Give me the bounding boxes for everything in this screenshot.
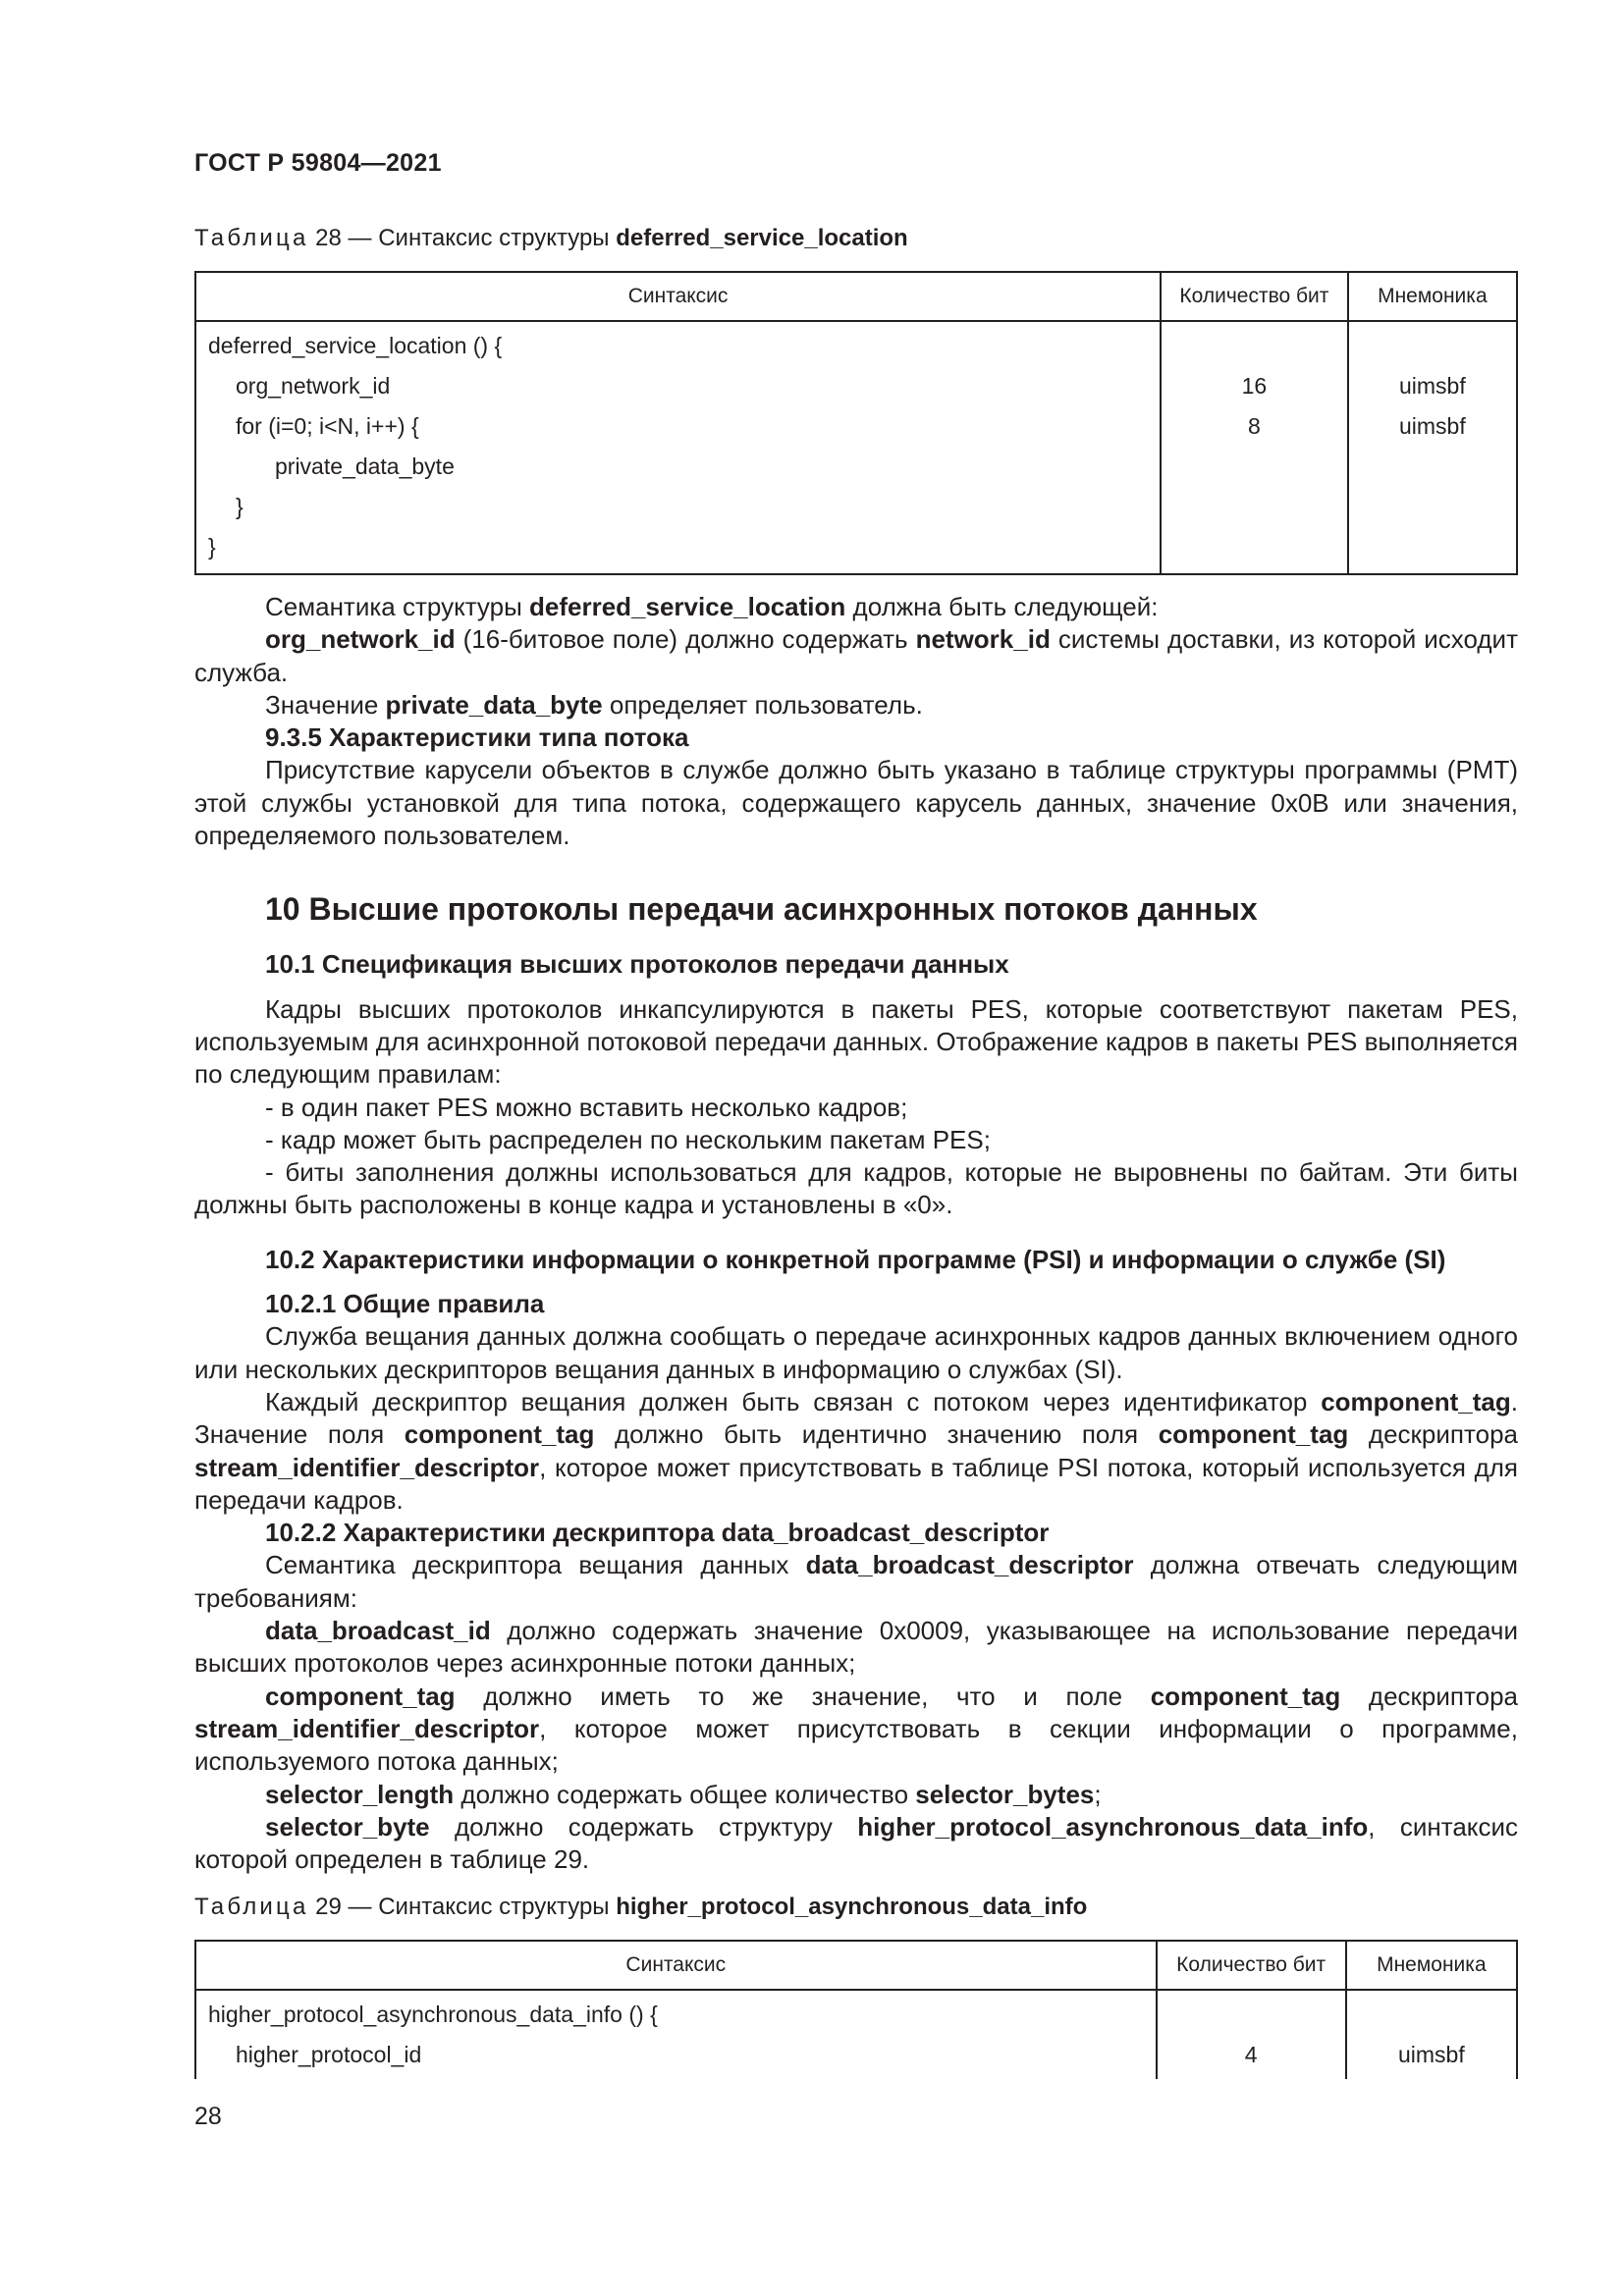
text-span: должно содержать общее количество xyxy=(454,1779,916,1809)
page-number: 28 xyxy=(194,2103,222,2130)
bits-cell xyxy=(1161,487,1348,527)
bits-cell xyxy=(1157,1990,1346,2035)
field-name: private_data_byte xyxy=(385,689,603,720)
table-row xyxy=(195,527,1517,574)
paragraph-semantics xyxy=(194,591,1518,623)
field-name: data_broadcast_id xyxy=(265,1616,491,1646)
paragraph-private-data-byte xyxy=(194,689,1518,721)
field-name: higher_protocol_asynchronous_data_info xyxy=(857,1811,1369,1842)
section-heading-10-2-1: 10.2.1 Общие правила xyxy=(265,1289,545,1319)
mnemonic-cell xyxy=(1348,487,1517,527)
syntax-cell: deferred_service_location () { xyxy=(195,321,1161,366)
text-span: Семантика дескриптора вещания данных xyxy=(265,1550,806,1580)
text-span: ; xyxy=(1094,1779,1102,1809)
text-span: дескриптора xyxy=(1340,1681,1518,1711)
text-span: системы доставки, из которой исходит служба. xyxy=(194,624,1518,687)
table-row xyxy=(195,321,1517,366)
text-span: , которое может присутствовать в таблице PSI потока, который используется для передачи кадров. xyxy=(194,1452,1518,1515)
column-header-syntax: Синтаксис xyxy=(195,1941,1157,1990)
field-name: component_tag xyxy=(1150,1681,1341,1711)
text-span: определяет пользователь. xyxy=(602,689,923,720)
field-name: component_tag xyxy=(265,1681,456,1711)
mnemonic-cell: uimsbf xyxy=(1348,406,1517,447)
paragraph-component-tag-value xyxy=(194,1681,1518,1779)
table-row xyxy=(195,366,1517,406)
mnemonic-cell xyxy=(1348,321,1517,366)
syntax-cell: higher_protocol_asynchronous_data_info () { xyxy=(195,1990,1157,2035)
field-name: stream_identifier_descriptor xyxy=(194,1452,540,1482)
section-heading-10-2: 10.2 Характеристики информации о конкретной программе (PSI) и информации о службе (SI) xyxy=(265,1244,1446,1274)
syntax-cell: } xyxy=(195,527,1161,574)
paragraph-selector-byte xyxy=(194,1811,1518,1877)
list-item: - биты заполнения должны использоваться для кадров, которые не выровнены по байтам. Эти биты должны быть расположены в конце кадра и установлены в «0». xyxy=(194,1157,1518,1220)
text-span: Каждый дескриптор вещания должен быть связан с потоком через идентификатор xyxy=(265,1386,1322,1416)
field-name: data_broadcast_descriptor xyxy=(805,1550,1134,1580)
paragraph-org-network-id xyxy=(194,623,1518,689)
field-name: selector_bytes xyxy=(915,1779,1095,1809)
paragraph-frames: Кадры высших протоколов инкапсулируются в пакеты PES, которые соответствуют пакетам PES, используемым для асинхронной потоковой передачи данных. Отображение кадров в пакеты PES выполняется по следующим правилам: xyxy=(194,993,1518,1090)
field-name: component_tag xyxy=(404,1419,595,1450)
table-header-row xyxy=(195,1941,1517,1990)
text-span: должна отвечать следующим требованиям: xyxy=(194,1550,1518,1613)
table-29 xyxy=(194,1940,1518,2079)
table-29-caption xyxy=(194,1894,1087,1921)
table-28-caption-text: 28 — Синтаксис структуры xyxy=(308,225,617,251)
text-span: должно содержать значение 0x0009, указывающее на использование передачи высших протоколов через асинхронные потоки данных; xyxy=(194,1616,1518,1679)
table-28-caption-word: Таблица xyxy=(194,225,309,251)
section-heading-10-1: 10.1 Спецификация высших протоколов передачи данных xyxy=(265,949,1009,980)
mnemonic-cell xyxy=(1348,447,1517,487)
text-span: Семантика структуры xyxy=(265,592,530,621)
paragraph-data-broadcast-id xyxy=(194,1615,1518,1681)
column-header-mnemonic: Мнемоника xyxy=(1346,1941,1517,1990)
mnemonic-cell: uimsbf xyxy=(1348,366,1517,406)
field-name: component_tag xyxy=(1321,1386,1511,1416)
column-header-bits: Количество бит xyxy=(1161,272,1348,321)
bits-cell xyxy=(1161,321,1348,366)
document-code-header: ГОСТ Р 59804—2021 xyxy=(194,149,442,177)
table-row xyxy=(195,1990,1517,2035)
mnemonic-cell xyxy=(1346,1990,1517,2035)
bits-cell: 4 xyxy=(1157,2035,1346,2079)
list-item: - в один пакет PES можно вставить несколько кадров; xyxy=(265,1092,908,1122)
paragraph-stream-type: Присутствие карусели объектов в службе должно быть указано в таблице структуры программы (PMT) этой службы установкой для типа потока, содержащего карусель данных, значение 0x0B или значения, определяемого пользователем. xyxy=(194,755,1518,851)
field-name: component_tag xyxy=(1158,1419,1349,1450)
field-name: network_id xyxy=(915,624,1051,655)
paragraph-broadcast-service: Служба вещания данных должна сообщать о передаче асинхронных кадров данных включением одного или нескольких дескрипторов вещания данных в информацию о службах (SI). xyxy=(194,1321,1518,1384)
syntax-cell: } xyxy=(195,487,1161,527)
table-header-row xyxy=(195,272,1517,321)
field-name: org_network_id xyxy=(265,624,456,655)
text-span: должно иметь то же значение, что и поле xyxy=(455,1681,1151,1711)
syntax-cell: private_data_byte xyxy=(195,447,1161,487)
text-span: Значение xyxy=(265,689,386,720)
column-header-mnemonic: Мнемоника xyxy=(1348,272,1517,321)
bits-cell: 8 xyxy=(1161,406,1348,447)
table-29-caption-text: 29 — Синтаксис структуры xyxy=(308,1894,617,1920)
table-row xyxy=(195,2035,1517,2079)
mnemonic-cell: uimsbf xyxy=(1346,2035,1517,2079)
bits-cell xyxy=(1161,447,1348,487)
subsection-heading-10-2-2: 10.2.2 Характеристики дескриптора data_broadcast_descriptor xyxy=(265,1518,1050,1548)
column-header-syntax: Синтаксис xyxy=(195,272,1161,321)
text-span: должно быть идентично значению поля xyxy=(594,1419,1159,1450)
subsection-heading-9-3-5: 9.3.5 Характеристики типа потока xyxy=(265,722,689,753)
text-span: дескриптора xyxy=(1348,1419,1518,1450)
paragraph-descriptor-semantics xyxy=(194,1549,1518,1615)
text-span: (16-битовое поле) должно содержать xyxy=(455,624,916,655)
table-29-caption-structure: higher_protocol_asynchronous_data_info xyxy=(616,1894,1088,1920)
table-28-caption-structure: deferred_service_location xyxy=(616,225,908,251)
field-name: selector_byte xyxy=(265,1811,430,1842)
field-name: stream_identifier_descriptor xyxy=(194,1713,540,1743)
field-name: deferred_service_location xyxy=(529,592,846,621)
text-span: , синтаксис которой определен в таблице 29. xyxy=(194,1811,1518,1875)
text-span: должна быть следующей: xyxy=(845,592,1159,621)
bits-cell xyxy=(1161,527,1348,574)
table-29-caption-word: Таблица xyxy=(194,1894,309,1920)
paragraph-component-tag xyxy=(194,1386,1518,1517)
table-28-caption xyxy=(194,225,908,252)
table-28 xyxy=(194,271,1518,575)
syntax-cell: for (i=0; i<N, i++) { xyxy=(195,406,1161,447)
text-span: . Значение поля xyxy=(194,1386,1518,1450)
syntax-cell: org_network_id xyxy=(195,366,1161,406)
field-name: selector_length xyxy=(265,1779,455,1809)
column-header-bits: Количество бит xyxy=(1157,1941,1346,1990)
text-span: должно содержать структуру xyxy=(429,1811,858,1842)
table-row xyxy=(195,447,1517,487)
paragraph-selector-length xyxy=(194,1779,1518,1811)
list-item: - кадр может быть распределен по нескольким пакетам PES; xyxy=(265,1124,991,1154)
mnemonic-cell xyxy=(1348,527,1517,574)
syntax-cell: higher_protocol_id xyxy=(195,2035,1157,2079)
main-text xyxy=(194,591,1518,1876)
bits-cell: 16 xyxy=(1161,366,1348,406)
table-row xyxy=(195,406,1517,447)
text-span: , которое может присутствовать в секции информации о программе, используемого потока данных; xyxy=(194,1713,1518,1777)
section-heading-10: 10 Высшие протоколы передачи асинхронных потоков данных xyxy=(265,891,1258,928)
table-row xyxy=(195,487,1517,527)
